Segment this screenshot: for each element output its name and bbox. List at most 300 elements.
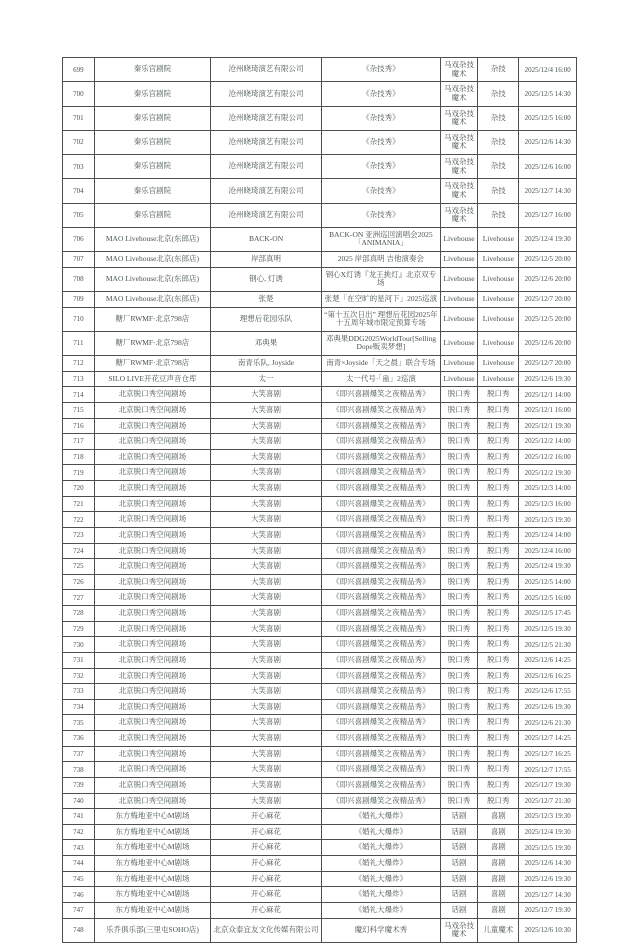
cell-company: 大笑喜剧: [211, 621, 322, 637]
cell-title: 《即兴喜剧爆笑之夜精品秀》: [322, 559, 441, 575]
cell-datetime: 2025/12/5 19:30: [519, 621, 577, 637]
cell-venue: 北京脱口秀空间剧场: [94, 746, 210, 762]
cell-venue: 北京脱口秀空间剧场: [94, 606, 210, 622]
cell-title: 《即兴喜剧爆笑之夜精品秀》: [322, 418, 441, 434]
cell-title: 《即兴喜剧爆笑之夜精品秀》: [322, 481, 441, 497]
cell-category: Livehouse: [440, 267, 478, 291]
cell-title: “第十五次日出” 理想后花园2025年十五周年城市限定预算专场: [322, 307, 441, 331]
cell-subcategory: 杂技: [478, 179, 519, 203]
cell-subcategory: 脱口秀: [478, 402, 519, 418]
cell-category: 脱口秀: [440, 574, 478, 590]
cell-venue: 秦乐宫剧院: [94, 58, 210, 82]
cell-title: 《即兴喜剧爆笑之夜精品秀》: [322, 465, 441, 481]
cell-title: BACK-ON 亚洲巡回演唱会2025「ANIMANIA」: [322, 227, 441, 251]
cell-category: 马戏杂技魔术: [440, 155, 478, 179]
cell-subcategory: 杂技: [478, 203, 519, 227]
table-row: [63, 590, 577, 606]
cell-category: 脱口秀: [440, 496, 478, 512]
cell-subcategory: 脱口秀: [478, 465, 519, 481]
cell-venue: 北京脱口秀空间剧场: [94, 699, 210, 715]
table-row: [63, 307, 577, 331]
cell-venue: 东方梅地亚中心M剧场: [94, 824, 210, 840]
cell-title: 《杂技秀》: [322, 82, 441, 106]
cell-datetime: 2025/12/7 16:25: [519, 746, 577, 762]
cell-venue: 秦乐宫剧院: [94, 106, 210, 130]
cell-category: 话剧: [440, 856, 478, 872]
cell-datetime: 2025/12/7 20:00: [519, 291, 577, 307]
table-row: [63, 746, 577, 762]
cell-company: 太一: [211, 371, 322, 387]
cell-subcategory: 脱口秀: [478, 793, 519, 809]
cell-category: 话剧: [440, 887, 478, 903]
cell-category: Livehouse: [440, 291, 478, 307]
cell-venue: 秦乐宫剧院: [94, 179, 210, 203]
cell-company: 大笑喜剧: [211, 574, 322, 590]
cell-title: 《杂技秀》: [322, 106, 441, 130]
cell-company: 北京众泰宜友文化传媒有限公司: [211, 918, 322, 942]
cell-title: 《即兴喜剧爆笑之夜精品秀》: [322, 527, 441, 543]
cell-title: 《即兴喜剧爆笑之夜精品秀》: [322, 684, 441, 700]
cell-venue: 北京脱口秀空间剧场: [94, 496, 210, 512]
cell-company: 大笑喜剧: [211, 434, 322, 450]
cell-subcategory: 脱口秀: [478, 777, 519, 793]
cell-company: 大笑喜剧: [211, 606, 322, 622]
cell-venue: 东方梅地亚中心M剧场: [94, 902, 210, 918]
cell-subcategory: 儿童魔术: [478, 918, 519, 942]
cell-title: 《即兴喜剧爆笑之夜精品秀》: [322, 590, 441, 606]
cell-title: 《即兴喜剧爆笑之夜精品秀》: [322, 731, 441, 747]
cell-id: 726: [63, 574, 95, 590]
table-row: [63, 155, 577, 179]
table-row: [63, 179, 577, 203]
cell-company: 钢心, 灯诱: [211, 267, 322, 291]
cell-id: 740: [63, 793, 95, 809]
cell-title: 《婚礼大爆炸》: [322, 856, 441, 872]
cell-venue: 东方梅地亚中心M剧场: [94, 887, 210, 903]
cell-id: 719: [63, 465, 95, 481]
cell-title: 太一代号·「蛊」2巡演: [322, 371, 441, 387]
cell-company: 大笑喜剧: [211, 387, 322, 403]
cell-venue: MAO Livehouse北京(东郎店): [94, 291, 210, 307]
cell-title: 《即兴喜剧爆笑之夜精品秀》: [322, 715, 441, 731]
cell-subcategory: 脱口秀: [478, 512, 519, 528]
cell-venue: MAO Livehouse北京(东郎店): [94, 227, 210, 251]
cell-datetime: 2025/12/6 20:00: [519, 331, 577, 355]
cell-subcategory: 喜剧: [478, 840, 519, 856]
cell-title: 《即兴喜剧爆笑之夜精品秀》: [322, 387, 441, 403]
cell-subcategory: 喜剧: [478, 824, 519, 840]
cell-company: 大笑喜剧: [211, 512, 322, 528]
cell-company: 张楚: [211, 291, 322, 307]
cell-company: 沧州晓琦演艺有限公司: [211, 203, 322, 227]
table-row: [63, 267, 577, 291]
cell-subcategory: 脱口秀: [478, 418, 519, 434]
cell-subcategory: 脱口秀: [478, 449, 519, 465]
cell-category: 脱口秀: [440, 449, 478, 465]
cell-category: 脱口秀: [440, 465, 478, 481]
cell-title: 《婚礼大爆炸》: [322, 840, 441, 856]
cell-id: 706: [63, 227, 95, 251]
cell-id: 747: [63, 902, 95, 918]
cell-company: 大笑喜剧: [211, 449, 322, 465]
cell-id: 705: [63, 203, 95, 227]
cell-venue: 北京脱口秀空间剧场: [94, 684, 210, 700]
table-row: [63, 481, 577, 497]
cell-company: 大笑喜剧: [211, 762, 322, 778]
table-row: [63, 606, 577, 622]
cell-subcategory: 脱口秀: [478, 637, 519, 653]
cell-category: 马戏杂技魔术: [440, 82, 478, 106]
cell-datetime: 2025/12/5 14:30: [519, 82, 577, 106]
cell-venue: 北京脱口秀空间剧场: [94, 637, 210, 653]
cell-id: 720: [63, 481, 95, 497]
cell-company: 岸部真明: [211, 252, 322, 268]
cell-id: 746: [63, 887, 95, 903]
cell-subcategory: 杂技: [478, 155, 519, 179]
cell-company: 大笑喜剧: [211, 590, 322, 606]
cell-subcategory: 喜剧: [478, 809, 519, 825]
cell-datetime: 2025/12/7 17:55: [519, 762, 577, 778]
cell-id: 712: [63, 356, 95, 372]
cell-id: 716: [63, 418, 95, 434]
table-row: [63, 762, 577, 778]
cell-company: 沧州晓琦演艺有限公司: [211, 58, 322, 82]
cell-title: 《婚礼大爆炸》: [322, 887, 441, 903]
cell-datetime: 2025/12/7 19:30: [519, 777, 577, 793]
cell-datetime: 2025/12/3 16:00: [519, 496, 577, 512]
cell-venue: 北京脱口秀空间剧场: [94, 715, 210, 731]
cell-venue: SILO LIVE开花豆声音仓库: [94, 371, 210, 387]
cell-title: 《即兴喜剧爆笑之夜精品秀》: [322, 449, 441, 465]
cell-id: 735: [63, 715, 95, 731]
cell-title: 《即兴喜剧爆笑之夜精品秀》: [322, 762, 441, 778]
cell-subcategory: 脱口秀: [478, 699, 519, 715]
cell-title: 《杂技秀》: [322, 155, 441, 179]
table-row: [63, 715, 577, 731]
cell-company: 开心麻花: [211, 809, 322, 825]
cell-subcategory: Livehouse: [478, 356, 519, 372]
cell-venue: 东方梅地亚中心M剧场: [94, 856, 210, 872]
cell-id: 727: [63, 590, 95, 606]
cell-category: 脱口秀: [440, 402, 478, 418]
cell-title: 《婚礼大爆炸》: [322, 809, 441, 825]
cell-subcategory: Livehouse: [478, 331, 519, 355]
cell-id: 743: [63, 840, 95, 856]
cell-subcategory: 脱口秀: [478, 668, 519, 684]
cell-category: 脱口秀: [440, 793, 478, 809]
cell-title: 张楚「在空旷的星河下」2025巡演: [322, 291, 441, 307]
cell-title: 《即兴喜剧爆笑之夜精品秀》: [322, 637, 441, 653]
table-row: [63, 252, 577, 268]
cell-subcategory: Livehouse: [478, 307, 519, 331]
cell-category: 脱口秀: [440, 387, 478, 403]
table-row: [63, 668, 577, 684]
table-row: [63, 512, 577, 528]
cell-datetime: 2025/12/7 21:30: [519, 793, 577, 809]
cell-datetime: 2025/12/7 14:30: [519, 179, 577, 203]
cell-company: 大笑喜剧: [211, 418, 322, 434]
cell-datetime: 2025/12/6 19:30: [519, 699, 577, 715]
cell-company: 开心麻花: [211, 856, 322, 872]
cell-venue: 北京脱口秀空间剧场: [94, 402, 210, 418]
cell-category: Livehouse: [440, 371, 478, 387]
cell-company: 大笑喜剧: [211, 527, 322, 543]
cell-company: 邓典果: [211, 331, 322, 355]
cell-title: 《即兴喜剧爆笑之夜精品秀》: [322, 621, 441, 637]
cell-category: 马戏杂技魔术: [440, 179, 478, 203]
cell-id: 722: [63, 512, 95, 528]
cell-id: 699: [63, 58, 95, 82]
cell-title: 《杂技秀》: [322, 130, 441, 154]
cell-company: 南青乐队, Joyside: [211, 356, 322, 372]
cell-datetime: 2025/12/4 19:30: [519, 227, 577, 251]
cell-company: 沧州晓琦演艺有限公司: [211, 130, 322, 154]
cell-venue: 秦乐宫剧院: [94, 203, 210, 227]
cell-company: 大笑喜剧: [211, 496, 322, 512]
cell-id: 711: [63, 331, 95, 355]
cell-category: 话剧: [440, 902, 478, 918]
cell-venue: 北京脱口秀空间剧场: [94, 590, 210, 606]
cell-subcategory: 脱口秀: [478, 387, 519, 403]
cell-datetime: 2025/12/6 21:30: [519, 715, 577, 731]
table-row: [63, 291, 577, 307]
cell-company: 大笑喜剧: [211, 777, 322, 793]
cell-company: 开心麻花: [211, 887, 322, 903]
cell-id: 729: [63, 621, 95, 637]
cell-subcategory: 脱口秀: [478, 543, 519, 559]
cell-company: 大笑喜剧: [211, 699, 322, 715]
cell-venue: 北京脱口秀空间剧场: [94, 512, 210, 528]
cell-title: 《即兴喜剧爆笑之夜精品秀》: [322, 652, 441, 668]
cell-title: 《即兴喜剧爆笑之夜精品秀》: [322, 402, 441, 418]
cell-id: 737: [63, 746, 95, 762]
table-row: [63, 331, 577, 355]
cell-subcategory: 脱口秀: [478, 715, 519, 731]
cell-id: 744: [63, 856, 95, 872]
cell-venue: 北京脱口秀空间剧场: [94, 543, 210, 559]
cell-title: 《即兴喜剧爆笑之夜精品秀》: [322, 512, 441, 528]
cell-venue: 秦乐宫剧院: [94, 155, 210, 179]
cell-subcategory: 脱口秀: [478, 621, 519, 637]
cell-subcategory: Livehouse: [478, 252, 519, 268]
cell-id: 748: [63, 918, 95, 942]
cell-datetime: 2025/12/1 16:00: [519, 402, 577, 418]
cell-title: 2025 岸部真明 吉他演奏会: [322, 252, 441, 268]
cell-id: 715: [63, 402, 95, 418]
cell-venue: MAO Livehouse北京(东郎店): [94, 267, 210, 291]
cell-category: 马戏杂技魔术: [440, 130, 478, 154]
cell-title: 魔幻科学魔术秀: [322, 918, 441, 942]
cell-datetime: 2025/12/5 14:00: [519, 574, 577, 590]
cell-venue: 东方梅地亚中心M剧场: [94, 809, 210, 825]
cell-title: 《杂技秀》: [322, 58, 441, 82]
table-row: [63, 637, 577, 653]
cell-datetime: 2025/12/7 20:00: [519, 356, 577, 372]
cell-id: 724: [63, 543, 95, 559]
cell-venue: 糖厂RWMF·北京798店: [94, 331, 210, 355]
cell-venue: 乐乔俱乐部(三里屯SOHO店): [94, 918, 210, 942]
cell-datetime: 2025/12/2 14:00: [519, 434, 577, 450]
cell-venue: 北京脱口秀空间剧场: [94, 574, 210, 590]
cell-category: 脱口秀: [440, 668, 478, 684]
cell-datetime: 2025/12/3 19:30: [519, 809, 577, 825]
cell-subcategory: 杂技: [478, 106, 519, 130]
cell-company: 大笑喜剧: [211, 731, 322, 747]
cell-datetime: 2025/12/7 14:30: [519, 887, 577, 903]
cell-venue: 北京脱口秀空间剧场: [94, 434, 210, 450]
cell-datetime: 2025/12/5 21:30: [519, 637, 577, 653]
cell-category: 脱口秀: [440, 715, 478, 731]
cell-category: 脱口秀: [440, 621, 478, 637]
cell-datetime: 2025/12/6 16:25: [519, 668, 577, 684]
cell-id: 745: [63, 871, 95, 887]
cell-category: 话剧: [440, 840, 478, 856]
cell-category: Livehouse: [440, 307, 478, 331]
cell-category: Livehouse: [440, 331, 478, 355]
table-row: [63, 465, 577, 481]
cell-company: 大笑喜剧: [211, 543, 322, 559]
cell-company: 沧州晓琦演艺有限公司: [211, 82, 322, 106]
table-row: [63, 82, 577, 106]
cell-category: 脱口秀: [440, 543, 478, 559]
cell-datetime: 2025/12/6 14:30: [519, 856, 577, 872]
table-row: [63, 731, 577, 747]
cell-company: 理想后花园乐队: [211, 307, 322, 331]
table-row: [63, 371, 577, 387]
table-row: [63, 130, 577, 154]
table-row: [63, 106, 577, 130]
cell-title: 钢心X灯诱『龙王挑灯』北京双专场: [322, 267, 441, 291]
cell-id: 732: [63, 668, 95, 684]
cell-id: 725: [63, 559, 95, 575]
table-row: [63, 652, 577, 668]
cell-category: 脱口秀: [440, 777, 478, 793]
table-row: [63, 449, 577, 465]
cell-id: 723: [63, 527, 95, 543]
cell-venue: 北京脱口秀空间剧场: [94, 621, 210, 637]
cell-subcategory: 脱口秀: [478, 731, 519, 747]
cell-subcategory: 喜剧: [478, 887, 519, 903]
cell-company: 大笑喜剧: [211, 402, 322, 418]
cell-id: 730: [63, 637, 95, 653]
cell-venue: 北京脱口秀空间剧场: [94, 449, 210, 465]
cell-category: 脱口秀: [440, 684, 478, 700]
cell-category: 话剧: [440, 809, 478, 825]
cell-datetime: 2025/12/6 19:30: [519, 871, 577, 887]
cell-subcategory: 脱口秀: [478, 496, 519, 512]
table-row: [63, 203, 577, 227]
cell-subcategory: 杂技: [478, 130, 519, 154]
cell-title: 邓典果DDG2025WorldTour[Selling Dope贩卖梦想]: [322, 331, 441, 355]
table-row: [63, 699, 577, 715]
table-row: [63, 856, 577, 872]
cell-category: 马戏杂技魔术: [440, 203, 478, 227]
cell-datetime: 2025/12/3 19:30: [519, 512, 577, 528]
cell-venue: 东方梅地亚中心M剧场: [94, 871, 210, 887]
cell-id: 714: [63, 387, 95, 403]
cell-subcategory: Livehouse: [478, 291, 519, 307]
cell-venue: 北京脱口秀空间剧场: [94, 762, 210, 778]
cell-datetime: 2025/12/5 16:00: [519, 106, 577, 130]
cell-id: 700: [63, 82, 95, 106]
cell-datetime: 2025/12/4 16:00: [519, 58, 577, 82]
table-row: [63, 887, 577, 903]
cell-subcategory: 杂技: [478, 82, 519, 106]
cell-datetime: 2025/12/5 20:00: [519, 252, 577, 268]
cell-id: 710: [63, 307, 95, 331]
cell-venue: 东方梅地亚中心M剧场: [94, 840, 210, 856]
cell-id: 704: [63, 179, 95, 203]
cell-id: 721: [63, 496, 95, 512]
cell-company: 大笑喜剧: [211, 637, 322, 653]
cell-company: 沧州晓琦演艺有限公司: [211, 179, 322, 203]
cell-company: 大笑喜剧: [211, 465, 322, 481]
cell-subcategory: Livehouse: [478, 227, 519, 251]
cell-company: 大笑喜剧: [211, 793, 322, 809]
cell-category: 马戏杂技魔术: [440, 58, 478, 82]
cell-subcategory: 喜剧: [478, 902, 519, 918]
cell-subcategory: 脱口秀: [478, 684, 519, 700]
cell-datetime: 2025/12/1 14:00: [519, 387, 577, 403]
cell-category: 脱口秀: [440, 559, 478, 575]
table-row: [63, 684, 577, 700]
cell-company: 沧州晓琦演艺有限公司: [211, 155, 322, 179]
cell-company: 大笑喜剧: [211, 652, 322, 668]
cell-title: 《即兴喜剧爆笑之夜精品秀》: [322, 496, 441, 512]
table-row: [63, 543, 577, 559]
cell-datetime: 2025/12/3 14:00: [519, 481, 577, 497]
cell-venue: 秦乐宫剧院: [94, 82, 210, 106]
cell-id: 738: [63, 762, 95, 778]
cell-venue: 北京脱口秀空间剧场: [94, 418, 210, 434]
table-row: [63, 402, 577, 418]
table-row: [63, 809, 577, 825]
cell-datetime: 2025/12/6 16:00: [519, 155, 577, 179]
cell-category: 脱口秀: [440, 418, 478, 434]
cell-category: 脱口秀: [440, 652, 478, 668]
cell-id: 713: [63, 371, 95, 387]
cell-datetime: 2025/12/5 17:45: [519, 606, 577, 622]
cell-title: 《即兴喜剧爆笑之夜精品秀》: [322, 793, 441, 809]
table-row: [63, 574, 577, 590]
cell-venue: 秦乐宫剧院: [94, 130, 210, 154]
table-row: [63, 871, 577, 887]
cell-subcategory: 喜剧: [478, 856, 519, 872]
cell-subcategory: Livehouse: [478, 267, 519, 291]
table-row: [63, 840, 577, 856]
cell-datetime: 2025/12/6 10:30: [519, 918, 577, 942]
cell-company: 大笑喜剧: [211, 668, 322, 684]
cell-category: 脱口秀: [440, 637, 478, 653]
cell-datetime: 2025/12/1 19:30: [519, 418, 577, 434]
cell-subcategory: 脱口秀: [478, 527, 519, 543]
cell-id: 741: [63, 809, 95, 825]
cell-venue: 北京脱口秀空间剧场: [94, 668, 210, 684]
table-row: [63, 918, 577, 942]
cell-datetime: 2025/12/6 20:00: [519, 267, 577, 291]
table-row: [63, 902, 577, 918]
cell-subcategory: 脱口秀: [478, 762, 519, 778]
cell-category: 话剧: [440, 824, 478, 840]
cell-category: Livehouse: [440, 227, 478, 251]
cell-venue: 北京脱口秀空间剧场: [94, 465, 210, 481]
cell-title: 《即兴喜剧爆笑之夜精品秀》: [322, 434, 441, 450]
table-row: [63, 356, 577, 372]
cell-subcategory: 喜剧: [478, 871, 519, 887]
table-row: [63, 559, 577, 575]
cell-subcategory: 脱口秀: [478, 574, 519, 590]
cell-datetime: 2025/12/6 19:30: [519, 371, 577, 387]
